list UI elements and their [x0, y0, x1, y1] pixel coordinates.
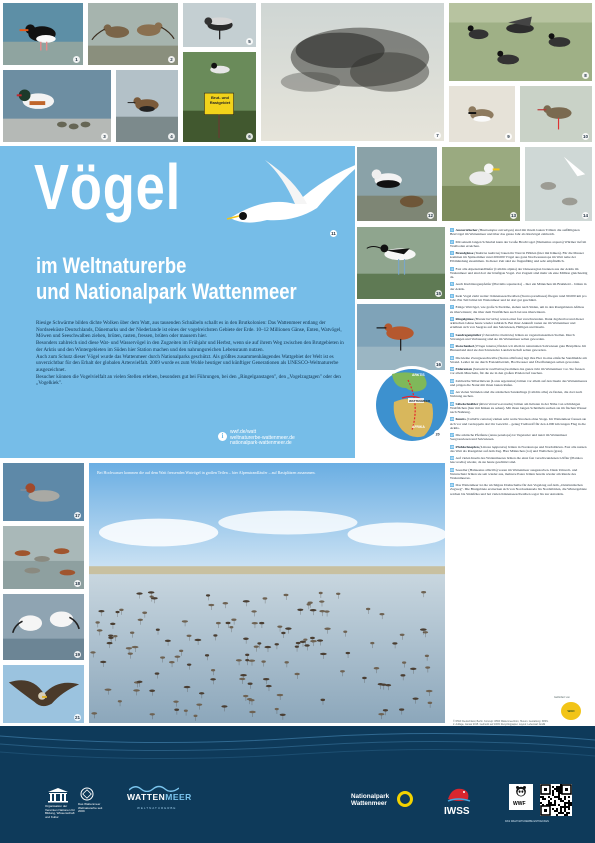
- flyway-map: [372, 364, 452, 446]
- photo-number: 1: [73, 56, 80, 63]
- photo-grey-plover: [182, 2, 257, 48]
- species-entry: [450, 367, 588, 375]
- wwf-label: WWF: [513, 801, 526, 807]
- photo-redshank: [519, 85, 593, 143]
- photo-arctic-tern-sign: [182, 51, 257, 143]
- panda-icon: [509, 784, 533, 802]
- species-text: Kein Vogel zieht weiter: Küstenseeschwalben (Sterna paradisaea) fliegen rund 90.000 km pro Jahr. Ein Teil brütet im Wattenmeer und ist dort gut geschützt.: [450, 293, 587, 303]
- species-number: 1: [451, 228, 453, 232]
- species-number: 6: [451, 293, 453, 298]
- seal-icon: [446, 783, 472, 805]
- species-name: Sandregenpfeifer: [455, 332, 482, 337]
- subtitle-line-2: und Nationalpark Wattenmeer: [36, 279, 297, 304]
- np-line-2: Wattenmeer: [351, 800, 387, 807]
- unesco-text: Organisation der Vereinten Nationen für Bildung, Wissenschaft und Kultur: [45, 804, 75, 819]
- species-entry: [450, 267, 588, 280]
- species-name: Brandgänse: [455, 251, 474, 255]
- photo-number: 9: [505, 133, 512, 140]
- species-text: bauen ihr Nest in Höhlen (hier mit Küken). Für die Mauser kommen im Spätsommer rund 200.000 Vögel aus ganz Nordwesteuropa im Watt nahe der Elbmündung zusammen. In dieser Zeit sind sie flugunfähig und sehr empfindlich.: [450, 251, 584, 264]
- species-number: 10: [450, 344, 454, 349]
- photo-number: 3: [101, 133, 108, 140]
- photo-sea-eagle: [2, 664, 85, 724]
- intro-paragraph: Auch zum Schutz dieser Vögel wurde das Wattenmeer durch Nationalparks geschützt. Als größtes zusammenhängendes Wattgebiet der Welt ist es unverzichtbar für den Erhalt der globalen Artenvielfalt. 2009 wurde es zum Wohle heutiger und künftiger Generationen als UNESCO-Weltnaturerbe ausgezeichnet.: [36, 353, 339, 373]
- species-text: sind mit ihrem lauten Trillern die auffälligsten Brutvögel im Wattenmeer und über das ganze Jahr als Rastvögel zahlreich.: [450, 228, 580, 237]
- photo-number: 4: [168, 133, 175, 140]
- species-number: 14: [450, 390, 454, 395]
- link-weltnaturerbe[interactable]: weltnaturerbe-wattenmeer.de: [230, 434, 295, 441]
- wave-logo-icon: [129, 784, 179, 792]
- intro-paragraph: Besonders zahlreich sind diese Wat- und Wasservögel in den Zugzeiten im Frühjahr und Herbst, wenn sie auf ihrem Weg zwischen den Brutgebieten in der Arktis und den Wintergebieten im Süden hier Station machen und den nahrungsreichen Lebensraum nutzen.: [36, 340, 344, 353]
- species-entry: [450, 251, 588, 264]
- photo-knots: [356, 303, 446, 371]
- species-entry: [450, 445, 588, 453]
- species-name: Knutts: [455, 417, 466, 422]
- photo-number: 21: [74, 715, 80, 720]
- species-entry: [450, 468, 588, 481]
- photo-ringed-plover: [448, 85, 516, 143]
- species-name: Eiderenten: [455, 367, 472, 372]
- species-name: Austernfischer: [455, 228, 478, 232]
- wattenmeer-tagline: WELTNATURERBE: [137, 806, 177, 810]
- species-entry: [450, 433, 588, 441]
- species-number: 5: [451, 282, 453, 287]
- species-number: 15: [450, 401, 454, 406]
- world-heritage-emblem-icon: [80, 787, 94, 801]
- species-entry: [450, 344, 588, 352]
- species-number: 17: [450, 433, 454, 438]
- species-number: 13: [450, 378, 454, 383]
- species-entry: [450, 356, 588, 364]
- species-text: Die arktische Pfeifente (Anas penelope) ist Vegetarier und nutzt im Wattenmeer Seegraswiesen und Salzwiesen.: [450, 433, 568, 442]
- species-text: Zahlreiche Silbermöwen (Larus argentatus) brüten vor allem auf den Inseln des Wattenmeeres und prägen die Natur mit ihren lauten Rufen.: [450, 378, 588, 387]
- species-text: brüten am liebsten in der Nähe von schlickigen Wattflächen (hier mit Küken zu sehen). Mit ihren langen Schnäbeln suchen sie im flachen Wasser nach Nahrung.: [450, 401, 587, 415]
- species-list: [450, 228, 588, 716]
- page-title: Vögel: [34, 151, 181, 223]
- species-latin: (Branta bernicla): [474, 316, 500, 321]
- species-name: Säbelschnäbler: [455, 401, 479, 406]
- funding-badge: WAD: [561, 702, 581, 720]
- photo-number: 11: [331, 231, 336, 236]
- species-number: 9: [451, 332, 453, 337]
- species-name: Rotschenkel: [455, 344, 474, 349]
- photo-herring-gull: [441, 146, 521, 222]
- nationalpark-logo: [351, 793, 389, 807]
- species-entry: [450, 317, 588, 330]
- species-number: 11: [450, 355, 454, 360]
- wattenmeer-logo-accent: MEER: [165, 792, 192, 802]
- photo-avocets: [356, 226, 446, 300]
- photo-sanderlings: [524, 146, 593, 222]
- species-text: ziehen sehr weite Strecken ohne Stopp. Im Wattenmeer fressen sie sich vor und verdoppeln dort ihr Gewicht – genug Treibstoff für den 4.000 km langen Flug in die Arktis.: [450, 417, 587, 430]
- species-entry: [450, 483, 588, 496]
- photo-number: 16: [435, 362, 441, 367]
- photo-eiders: [356, 146, 438, 222]
- qr-code-icon[interactable]: [540, 784, 572, 816]
- intro-paragraph: Besucher können die Vogelvielfalt an vielen Stellen erleben, besonders gut bei Führungen, bei den „Ringelganstagen", den „Vogelzugtagen" oder den „Vogelkiek".: [36, 373, 341, 387]
- species-entry: [450, 456, 588, 464]
- species-latin: (Limosa lapponica): [479, 444, 508, 449]
- species-number: 12: [450, 367, 454, 372]
- photo-number: 6: [246, 133, 253, 140]
- species-number: 7: [451, 305, 453, 310]
- wave-decoration: [0, 726, 595, 843]
- species-number: 18: [450, 444, 454, 449]
- photo-number: 2: [168, 56, 175, 63]
- species-latin: (Charadrius hiaticula): [482, 332, 514, 337]
- species-number: 19: [450, 456, 454, 461]
- photo-brent-geese: [448, 2, 593, 82]
- photo-beach-waders: [88, 462, 446, 724]
- species-number: 2: [451, 239, 453, 244]
- imprint: © WWF Deutschland, Berlin. Konzept: WWF Wattenmeerbüro, Husum. Gestaltung: IWSS. 2. Auflage, Januar 2015. Gedruckt auf 100% Recyclingpapier. Layout: Lebensart Grafik: [453, 720, 549, 726]
- photo-number: 12: [427, 213, 433, 218]
- photo-wigeon: [2, 462, 85, 522]
- map-label-arktis: ARKTIS: [412, 373, 425, 377]
- species-entry: [450, 305, 588, 313]
- photo-number: 14: [582, 213, 588, 218]
- species-text: brüten an vegetationsarmen Stellen. Durch Störungen und Verbauung sind sie im Wattenmeer selten geworden.: [450, 332, 575, 341]
- species-entry: [450, 282, 588, 290]
- species-entry: [450, 333, 588, 341]
- beach-caption: Bei Hochwasser kommen die auf dem Watt fressenden Watvögel in großen Teilen – hier Alpenstrandläufer – auf Rastplätzen zusammen.: [97, 470, 316, 475]
- species-text: Fast alle Alpenstrandläufer (Calidris alpina) der Ostseeregion brennen aus der Arktis im Wattenmeer und sind dort der häufigste Vogel. Zur Zugzeit sind mehr als eine Million gleichzeitig da.: [450, 266, 588, 280]
- map-label-wattenmeer: WATTENMEER: [409, 399, 431, 403]
- species-text: Einige Watvögel, wie große Schwärme, ziehen nach Süden, um in den Rastgebieten Afrikas zu überwintern; die über dem Wattflächen auch bei uns überwintern.: [450, 305, 584, 314]
- species-entry: [450, 379, 588, 387]
- photo-murmuration: [260, 2, 445, 142]
- nationalpark-sun-icon: [397, 791, 413, 807]
- unesco-temple-icon: [47, 787, 69, 803]
- subtitle-line-1: im Weltnaturerbe: [36, 253, 187, 278]
- species-number: 4: [451, 266, 453, 271]
- species-entry: [450, 240, 588, 248]
- photo-number: 10: [582, 134, 588, 139]
- intro-paragraph: Riesige Schwärme bilden dichte Wolken über dem Watt, aus tausenden Schnäbeln schallt es in den Brutkolonien: Das Wattenmeer entlang der Nordseeküste Deutschlands, Dänemarks und der Niederlande ist eines der vogelreichsten Gebiete der Erde. 10–12 Millionen Gänse, Enten, Watvögel, Möwen und Seeschwalben ziehen, brüten, rasten, fressen, brüten oder mausern hier.: [36, 320, 342, 340]
- species-number: 20: [450, 467, 454, 472]
- link-wwf[interactable]: wwf.de/watt: [230, 429, 257, 435]
- species-name: Ringelgänse: [455, 316, 474, 321]
- species-number: 21: [450, 483, 454, 488]
- footer: [0, 726, 595, 843]
- info-icon: i: [218, 432, 227, 441]
- heritage-site-text: Das Wattenmeer Weltnaturerbe seit 2009: [78, 802, 103, 814]
- species-latin: (Recurvirostra avosetta): [479, 401, 514, 406]
- species-number: 16: [450, 417, 454, 422]
- photo-number: 17: [74, 513, 80, 518]
- species-latin: (Tringa totanus): [474, 344, 498, 349]
- photo-curlew: [87, 2, 179, 66]
- photo-godwits: [2, 525, 85, 590]
- species-text: brüten in Nordeuropa und Nordsibirien. Fast alle nutzen das Watt als Rastgebiet auf dem Zug. Hier Männchen (rot) und Weibchen (grau).: [450, 444, 587, 453]
- species-text: Auf vielen Inseln des Wattenmeeres brüten die einst fast verschwundenen Löffler (Platalea leucorodia) wieder, da sie heute geschützt sind.: [450, 456, 583, 465]
- photo-number: 13: [510, 213, 516, 218]
- species-number: 8: [451, 316, 453, 321]
- link-nationalpark[interactable]: nationalpark-wattenmeer.de: [230, 440, 292, 447]
- map-label-afrika: AFRIKA: [412, 425, 425, 429]
- photo-number: 19: [74, 652, 80, 657]
- species-text: waren einst fast verschwunden. Dank Jagdverbot und dieser arktischen Gänse heute wieder zahlreich. Bei ihrer Ankunft rasten sie im Wattenmeer und ernähren sich von Seegras auf den Salzwiesen, Halligen und Inseln.: [450, 316, 584, 330]
- wattenmeer-logo: [127, 792, 192, 802]
- species-text: Mit seinem langen Schnabel kann der Große Brachvogel (Numenius arquata) Würmer tief im Wattboden erreichen.: [450, 239, 587, 248]
- species-name: Pfuhlschnepfen: [455, 444, 479, 449]
- species-entry: [450, 417, 588, 430]
- species-latin: (Calidris canutus): [466, 417, 493, 422]
- species-entry: [450, 294, 588, 302]
- wattenmeer-logo-main: WATTEN: [127, 792, 166, 802]
- sign-line-2: Rastgebiet: [209, 99, 231, 105]
- species-text: Die kleine Zwergseeschwalbe (Sterna albifrons) legt ihre Eier in eine einfache Sandmulde am Strand. Leider ist sie durch Freizeitbetrieb, Hochwasser und Überflutungen selten geworden.: [450, 355, 587, 364]
- page-subtitle: [36, 253, 298, 305]
- species-text: Das Wattenmeer ist die wichtigste Drehscheibe für den Vogelzug auf dem „Ostatlantischen Zugweg". Die Brutgebiete erstrecken sich von Nordostkanada bis Nordsibirien, die Wintergebiete reichen bis Südafrika und bei vielen Küstenseeschwalben sogar bis zur Antarktis.: [450, 483, 587, 496]
- species-latin: (Tadorna tadorna): [474, 251, 501, 255]
- iwss-logo: IWSS: [444, 806, 470, 817]
- species-entry: [450, 402, 588, 415]
- photo-dunlin: [115, 69, 179, 143]
- photo-number: 7: [434, 132, 441, 139]
- qr-caption: DAS WELTNATURERBE ENTDECKEN: [505, 820, 549, 823]
- photo-number: 15: [435, 291, 441, 296]
- species-entry: [450, 228, 588, 236]
- species-text: finden wir allem in naturnahen Salzwiesen gute Brutplätze. Im Binnenland sind sie durch intensive Landwirtschaft selten geworden.: [450, 344, 587, 353]
- species-latin: (Haematopus ostralegus): [478, 228, 515, 232]
- photo-oystercatcher: [2, 2, 84, 66]
- intro-text: [36, 320, 348, 387]
- np-line-1: Nationalpark: [351, 793, 390, 800]
- tern-illustration: [225, 156, 365, 236]
- sign-line-1: Brut- und: [211, 95, 229, 100]
- species-entry: [450, 390, 588, 398]
- species-latin: (Somateria mollissima): [472, 367, 506, 372]
- photo-number: 18: [74, 581, 80, 586]
- species-number: 3: [451, 251, 453, 255]
- species-text: kommen das ganze Jahr im Wattenmeer vor. Sie fressen vor allem Muscheln, für die sie in den großen Prielen tief tauchen.: [450, 367, 585, 376]
- photo-shelducks: [2, 69, 112, 143]
- web-links: [230, 430, 295, 447]
- badge-caption: Gefördert von: [554, 696, 570, 699]
- species-text: Seeadler (Haliaeetus albicilla) waren im Wattenmeer ausgestorben. Dank Umwelt- und Naturschutz brüten sie seit wieder aus, mehrere Paare brüten bereits wieder am Rande des Wattenmeeres.: [450, 467, 578, 480]
- photo-number: 20: [435, 432, 440, 437]
- photo-number: 5: [246, 38, 253, 45]
- photo-number: 8: [582, 72, 589, 79]
- species-text: Auch Kiebitzregenpfeifer (Pluvialis squatarola) – hier ein Männchen im Brutkleid – brüten in der Arktis.: [450, 282, 587, 291]
- photo-spoonbills: [2, 593, 85, 661]
- species-text: An vielen Stränden sind die arktischen Sanderlinge (Calidris alba) zu finden, die dort nach Nahrung suchen.: [450, 390, 583, 399]
